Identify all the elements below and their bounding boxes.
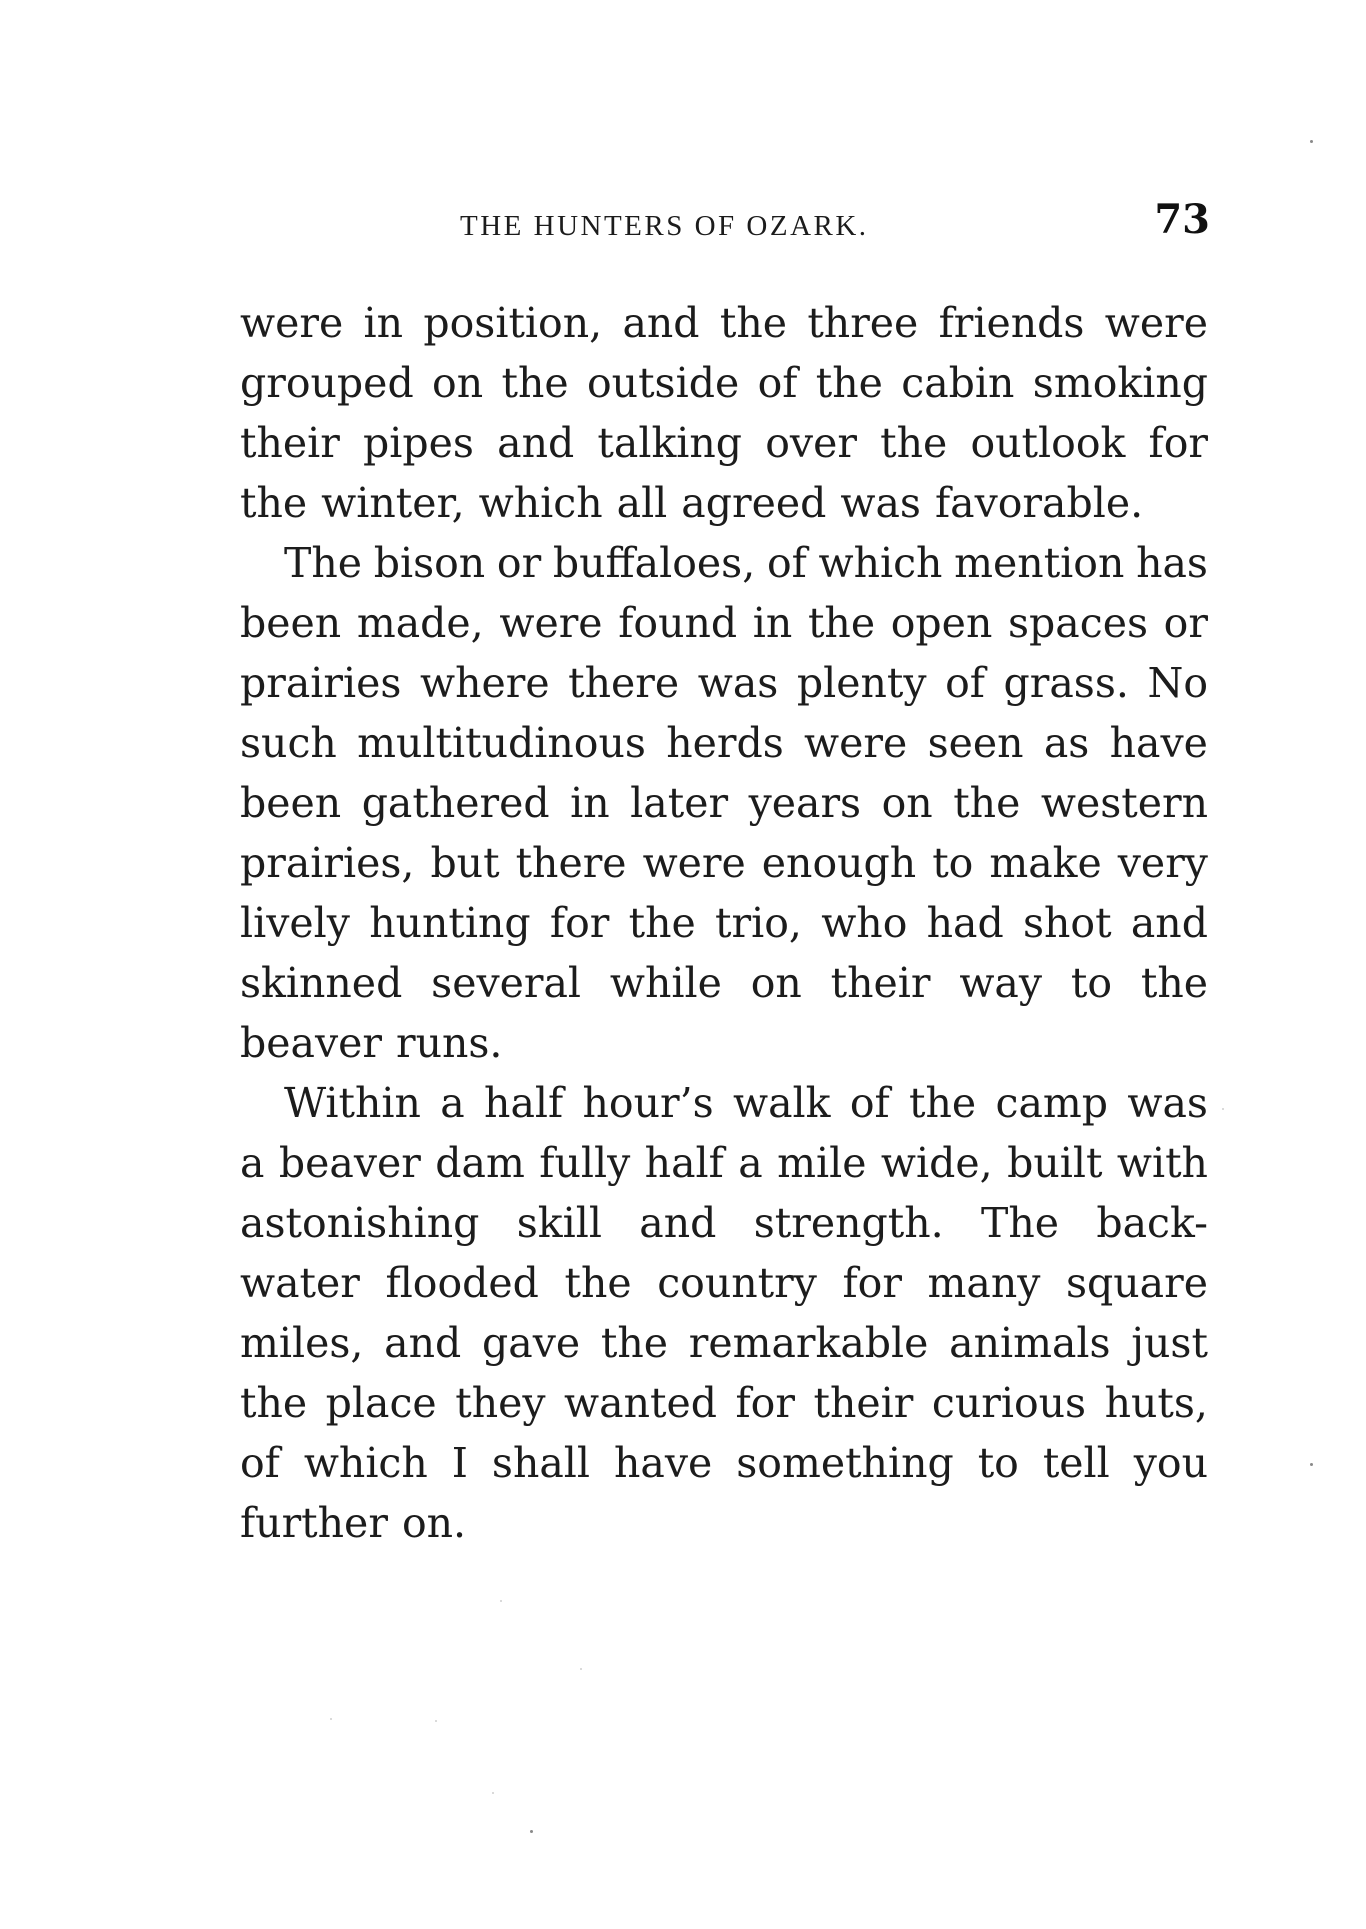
text-line: Within a half hour’s walk of the camp was: [284, 1079, 1208, 1127]
text-line: lively hunting for the trio, who had shot and: [240, 899, 1208, 947]
scan-speck: [500, 1600, 502, 1602]
text-line: grouped on the outside of the cabin smoking: [240, 359, 1208, 407]
text-line: prairies, but there were enough to make very: [240, 839, 1208, 887]
text-line: the winter, which all agreed was favorable.: [240, 479, 1144, 527]
scan-speck: [435, 1720, 437, 1722]
text-line: the place they wanted for their curious huts,: [240, 1379, 1208, 1427]
text-line: further on.: [240, 1499, 467, 1547]
running-head: [240, 196, 1210, 256]
text-line: The bison or buffaloes, of which mention has: [284, 539, 1208, 587]
text-line: such multitudinous herds were seen as have: [240, 719, 1208, 767]
text-line: beaver runs.: [240, 1019, 503, 1067]
scan-speck: [1310, 1463, 1313, 1466]
text-line: were in position, and the three friends were: [240, 299, 1208, 347]
text-line: a beaver dam fully half a mile wide, built with: [240, 1139, 1208, 1187]
text-line: prairies where there was plenty of grass. No: [240, 659, 1208, 707]
text-line: their pipes and talking over the outlook for: [240, 419, 1208, 467]
scan-speck: [330, 1718, 332, 1720]
text-line: been made, were found in the open spaces or: [240, 599, 1208, 647]
text-line: of which I shall have something to tell you: [240, 1439, 1208, 1487]
scan-speck: [530, 1830, 533, 1833]
text-line: water flooded the country for many square: [240, 1259, 1208, 1307]
scan-speck: [1222, 1108, 1224, 1110]
page-number: 73: [1154, 196, 1210, 243]
scan-speck: [580, 1668, 582, 1670]
paragraph-1: [240, 293, 1208, 533]
text-line: skinned several while on their way to the: [240, 959, 1208, 1007]
paragraph-3: [240, 1073, 1208, 1553]
paragraph-2: [240, 533, 1208, 1073]
running-title: THE HUNTERS OF OZARK.: [460, 210, 869, 242]
scan-speck: [1310, 140, 1313, 143]
scan-speck: [492, 1792, 494, 1794]
body-text: [240, 293, 1208, 1553]
text-line: miles, and gave the remarkable animals just: [240, 1319, 1208, 1367]
text-line: been gathered in later years on the western: [240, 779, 1208, 827]
text-line: astonishing skill and strength. The back-: [240, 1199, 1208, 1247]
